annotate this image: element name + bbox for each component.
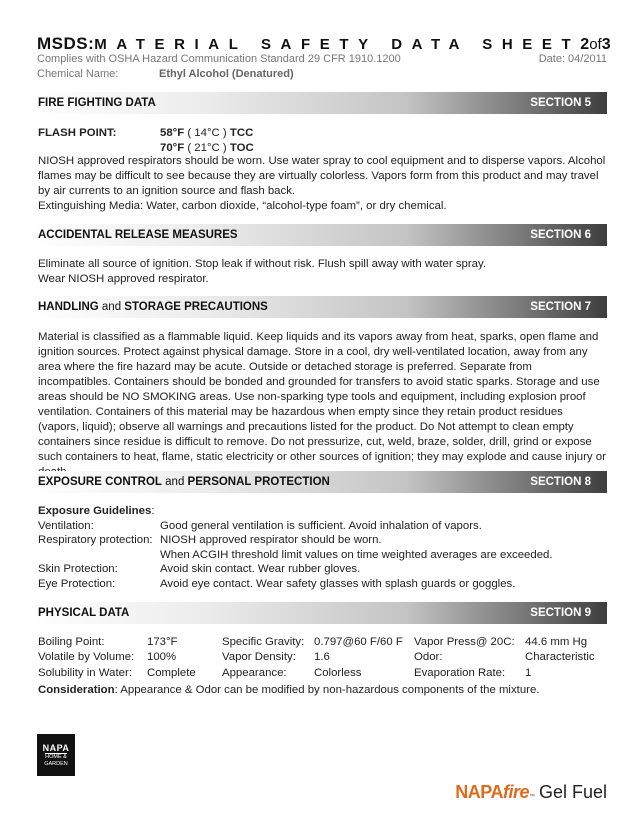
flash-point-tcc-tag: TCC (229, 127, 254, 139)
physical-row (38, 635, 606, 650)
physical-data-table (38, 635, 606, 681)
brand-trademark: ™ (528, 794, 535, 800)
page-total: 3 (601, 36, 611, 53)
section-8-title-a: EXPOSURE CONTROL (38, 476, 162, 488)
section-7-title-b: STORAGE PRECAUTIONS (124, 301, 268, 313)
physical-cell: Characteristic (525, 651, 595, 664)
chemical-name-label: Chemical Name: (37, 68, 119, 80)
document-date: Date: 04/2011 (538, 53, 607, 65)
physical-cell: Volatile by Volume: (38, 651, 135, 664)
physical-row (38, 666, 606, 681)
extinguishing-media: Extinguishing Media: Water, carbon dioxide, “alcohol-type foam”, or dry chemical. (38, 200, 447, 212)
physical-cell: 0.797@60 F/60 F (314, 636, 403, 648)
section-7-title-and: and (98, 301, 125, 313)
section-5-header (31, 92, 607, 114)
page-current: 2 (580, 36, 590, 53)
exposure-row-value: Good general ventilation is sufficient. Avoid inhalation of vapors. (160, 519, 482, 532)
exposure-row (38, 577, 606, 592)
exposure-row-label: Respiratory protection: (38, 534, 153, 547)
physical-cell: Vapor Density: (222, 651, 296, 664)
section-5-number: SECTION 5 (530, 97, 591, 109)
flash-point-block (38, 126, 438, 156)
handling-text: Material is classified as a flammable liquid. Keep liquids and its vapors away from heat, sparks, open flame and ignition sources. Protect against physical damage. Store in a cool, dry well-ventilated location, away from any area where the fire hazard may be acute. Outside or detached storage is preferred. Separate from incompatibles. Containers should be bonded and grounded for transfers to avoid static sparks. Storage and use areas should be NO SMOKING areas. Use non-sparking type tools and equipment, including explosion proof ventilation. Containers of this material may be hazardous when empty since they retain product residues (vapors, liquid); observe all warnings and precautions listed for the product. Do Not attempt to clean empty containers since residue is difficult to remove. Do not pressurize, cut, weld, braze, solder, drill, grind or expose such containers to heat, flame, static electricity or other sources of ignition; they may explode and cause injury or (38, 331, 606, 463)
logo-home-text: HOME & (45, 754, 67, 760)
section-9-header (31, 602, 607, 624)
brand-napa: NAPA (455, 782, 503, 802)
logo-napa-text: NAPA (42, 743, 70, 753)
napa-home-garden-logo (37, 734, 75, 776)
physical-cell: Odor: (414, 651, 443, 664)
section-6-header (31, 224, 607, 246)
brand-product-name: Gel Fuel (538, 782, 607, 802)
physical-cell: Specific Gravity: (222, 636, 305, 648)
exposure-row-value: Avoid skin contact. Wear rubber gloves. (160, 563, 361, 576)
fire-fighting-text: NIOSH approved respirators should be worn. Use water spray to cool equipment and to disperse vapors. Alcohol flames may be difficult to see because they are virtually colorless. Vapors form from this product and may travel by air currents to an ignition source and flash back. (38, 155, 606, 197)
section-5-title: FIRE FIGHTING DATA (38, 97, 156, 109)
physical-cell: 100% (147, 651, 177, 664)
compliance-text: Complies with OSHA Hazard Communication Standard 29 CFR 1910.1200 (37, 53, 401, 65)
exposure-row-label: Ventilation: (38, 519, 94, 532)
exposure-row-label: Skin Protection: (38, 563, 118, 576)
exposure-guidelines-heading: Exposure Guidelines (38, 505, 152, 517)
section-9-number: SECTION 9 (530, 607, 591, 619)
physical-row (38, 650, 606, 665)
physical-cell: Evaporation Rate: (414, 666, 506, 679)
exposure-row-label: Eye Protection: (38, 577, 116, 590)
consideration-note (38, 684, 539, 696)
exposure-row (38, 519, 606, 534)
section-8-header (31, 471, 607, 493)
physical-cell: 1 (525, 666, 532, 679)
section-9-title: PHYSICAL DATA (38, 607, 130, 619)
flash-point-toc-f: 70°F (160, 142, 185, 154)
exposure-row (38, 548, 606, 563)
section-7-title-a: HANDLING (38, 301, 99, 313)
msds-label: MSDS: (37, 34, 95, 53)
physical-cell: 44.6 mm Hg (525, 636, 588, 648)
flash-point-tcc (160, 126, 253, 141)
section-6-number: SECTION 6 (530, 229, 591, 241)
flash-point-toc-c: ( 21°C ) (184, 142, 230, 154)
exposure-row (38, 533, 606, 548)
flash-point-tcc-c: ( 14°C ) (184, 127, 230, 139)
header-compliance-row (37, 53, 607, 65)
physical-cell: 173°F (147, 636, 178, 648)
section-7-number: SECTION 7 (530, 301, 591, 313)
section-6-title: ACCIDENTAL RELEASE MEASURES (38, 229, 238, 241)
flash-point-tcc-f: 58°F (160, 127, 185, 139)
page-indicator (580, 36, 610, 54)
physical-cell: Boiling Point: (38, 636, 105, 648)
exposure-row-value: When ACGIH threshold limit values on time weighted averages are exceeded. (160, 548, 553, 561)
page-of: of (589, 36, 602, 53)
flash-point-label: FLASH POINT: (38, 127, 117, 139)
physical-cell: Vapor Press@ 20C: (414, 636, 515, 648)
exposure-row-value: Avoid eye contact. Wear safety glasses with splash guards or goggles. (160, 577, 516, 590)
exposure-row (38, 562, 606, 577)
document-title: MATERIAL SAFETY DATA SHEET (94, 36, 581, 53)
napafire-brand-mark (455, 782, 607, 803)
exposure-guidelines (38, 504, 606, 592)
release-line-1: Eliminate all source of ignition. Stop leak if without risk. Flush spill away with water spray. (38, 258, 487, 270)
section-8-title-and: and (161, 476, 188, 488)
exposure-guidelines-colon: : (151, 505, 155, 517)
exposure-row-label (38, 548, 160, 563)
flash-point-toc-tag: TOC (229, 142, 254, 154)
section-7-header (31, 296, 607, 318)
section-8-number: SECTION 8 (530, 476, 591, 488)
header-chemical-row (37, 68, 607, 80)
physical-cell: Colorless (314, 666, 362, 679)
exposure-row-value: NIOSH approved respirator should be worn. (160, 534, 382, 547)
logo-garden-text: GARDEN (44, 761, 68, 767)
physical-cell: Solubility in Water: (38, 666, 132, 679)
consideration-label: Consideration (38, 684, 115, 696)
release-line-2: Wear NIOSH approved respirator. (38, 273, 209, 285)
chemical-name-value: Ethyl Alcohol (Denatured) (159, 68, 294, 80)
brand-fire: fire (502, 782, 529, 802)
physical-cell: Appearance: (222, 666, 287, 679)
physical-cell: Complete (147, 666, 196, 679)
consideration-text: : Appearance & Odor can be modified by non-hazardous components of the mixture. (114, 684, 540, 696)
physical-cell: 1.6 (314, 651, 330, 664)
section-8-title-b: PERSONAL PROTECTION (187, 476, 330, 488)
